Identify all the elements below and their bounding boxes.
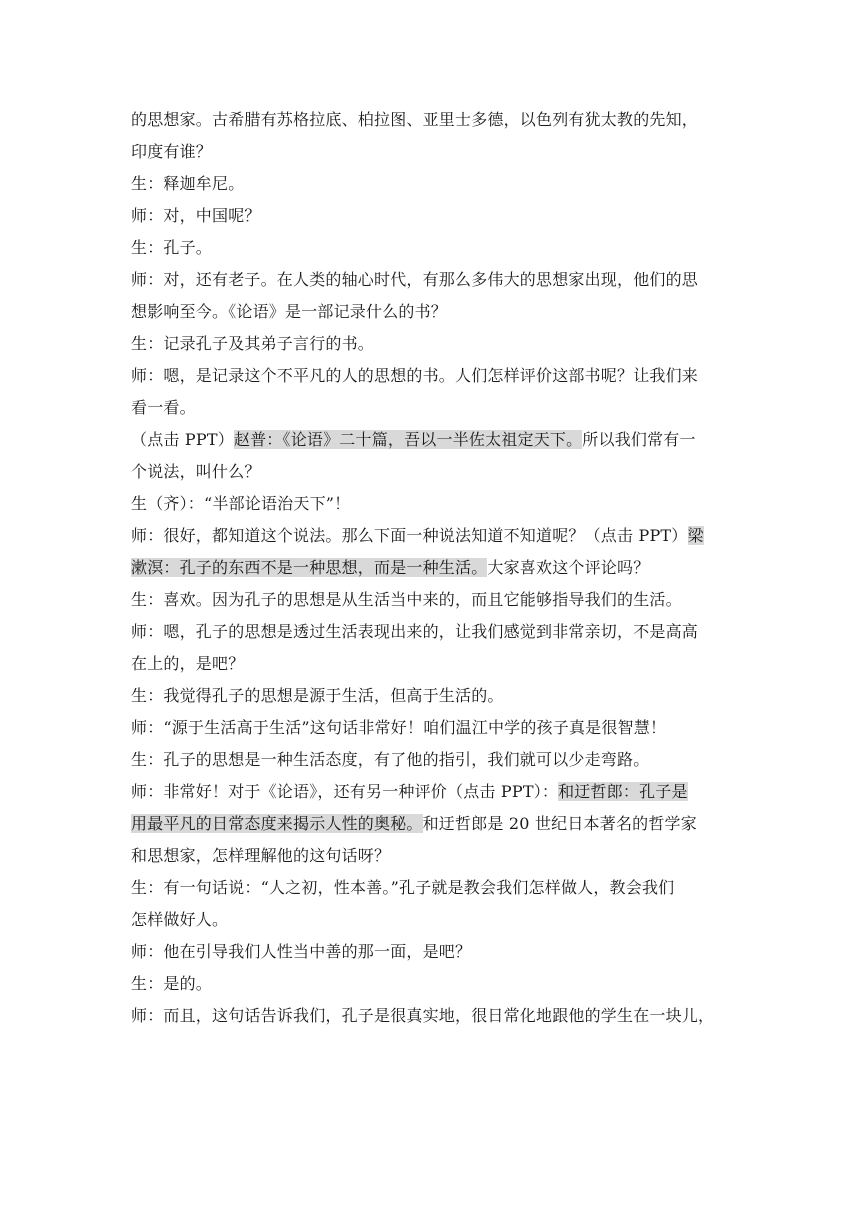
text-line: 个说法，叫什么？ (131, 462, 261, 481)
text-line: 生：有一句话说：“人之初，性本善。”孔子就是教会我们怎样做人，教会我们 (131, 878, 675, 897)
text-line: 师：非常好！对于《论语》，还有另一种评价（点击 PPT）：和迂哲郎：孔子是 (131, 782, 688, 801)
text-line: 想影响至今。《论语》是一部记录什么的书？ (131, 302, 448, 321)
text-line: 生：记录孔子及其弟子言行的书。 (131, 334, 375, 353)
highlighted-quote: 和迂哲郎：孔子是 (558, 782, 688, 801)
transcript-text (131, 104, 731, 1032)
text-line: 生：喜欢。因为孔子的思想是从生活当中来的，而且它能够指导我们的生活。 (131, 590, 682, 609)
text-line: 师：“源于生活高于生活”这句话非常好！咱们温江中学的孩子真是很智慧！ (131, 718, 667, 737)
text-line: 生：孔子的思想是一种生活态度，有了他的指引，我们就可以少走弯路。 (131, 750, 650, 769)
text-line: 印度有谁？ (131, 142, 213, 161)
text-line: 在上的，是吧？ (131, 654, 245, 673)
text-line: 生：我觉得孔子的思想是源于生活，但高于生活的。 (131, 686, 504, 705)
text-line: 师：他在引导我们人性当中善的那一面，是吧？ (131, 942, 472, 961)
text-line: 师：对，中国呢？ (131, 206, 261, 225)
highlighted-quote: 用最平凡的日常态度来揭示人性的奥秘。 (131, 814, 423, 833)
text-line: 师：嗯，是记录这个不平凡的人的思想的书。人们怎样评价这部书呢？让我们来 (131, 366, 699, 385)
text-line: 生（齐）：“半部论语治天下”！ (131, 494, 351, 513)
highlighted-quote: 梁 (687, 526, 704, 545)
text-line: 师：嗯，孔子的思想是透过生活表现出来的，让我们感觉到非常亲切，不是高高 (131, 622, 699, 641)
text-line: 生：孔子。 (131, 238, 213, 257)
text-line: 师：对，还有老子。在人类的轴心时代，有那么多伟大的思想家出现，他们的思 (131, 270, 699, 289)
text-line: 看一看。 (131, 398, 196, 417)
text-line: 和思想家，怎样理解他的这句话呀？ (131, 846, 391, 865)
text-line: 生：释迦牟尼。 (131, 174, 245, 193)
highlighted-quote: 赵普：《论语》二十篇，吾以一半佐太祖定天下。 (233, 430, 583, 449)
text-line: 的思想家。古希腊有苏格拉底、柏拉图、亚里士多德，以色列有犹太教的先知， (131, 110, 699, 129)
text-line: 用最平凡的日常态度来揭示人性的奥秘。和迂哲郎是 20 世纪日本著名的哲学家 (131, 814, 697, 833)
text-line: （点击 PPT）赵普：《论语》二十篇，吾以一半佐太祖定天下。所以我们常有一 (131, 430, 696, 449)
highlighted-quote: 漱溟：孔子的东西不是一种思想，而是一种生活。 (131, 558, 488, 577)
text-line: 生：是的。 (131, 974, 213, 993)
text-line: 怎样做好人。 (131, 910, 229, 929)
text-line: 师：而且，这句话告诉我们，孔子是很真实地，很日常化地跟他的学生在一块儿， (131, 1006, 715, 1025)
text-line: 漱溟：孔子的东西不是一种思想，而是一种生活。大家喜欢这个评论吗？ (131, 558, 650, 577)
text-line: 师：很好，都知道这个说法。那么下面一种说法知道不知道呢？（点击 PPT）梁 (131, 526, 704, 545)
